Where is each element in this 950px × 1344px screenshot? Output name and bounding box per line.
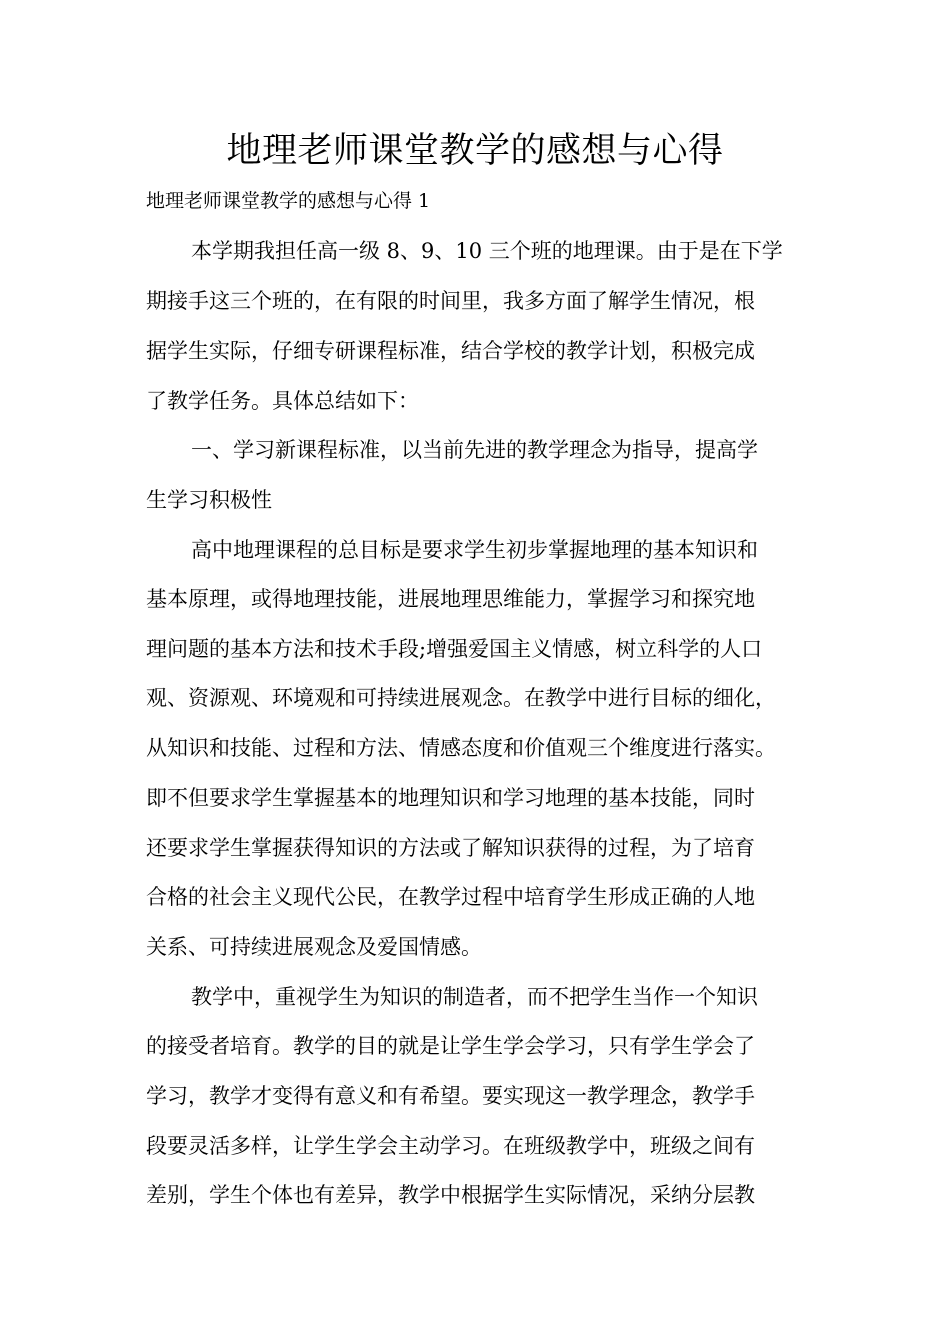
paragraph-line: 差别，学生个体也有差异，教学中根据学生实际情况，采纳分层教: [146, 1183, 755, 1207]
paragraph-line: 理问题的基本方法和技术手段;增强爱国主义情感，树立科学的人口: [146, 637, 763, 661]
paragraph-line: 了教学任务。具体总结如下：: [146, 389, 419, 413]
paragraph-line: 观、资源观、环境观和可持续进展观念。在教学中进行目标的细化，: [146, 686, 776, 710]
paragraph-line: 据学生实际，仔细专研课程标准，结合学校的教学计划，积极完成: [146, 339, 755, 363]
section-subtitle: 地理老师课堂教学的感想与心得 1: [146, 190, 431, 212]
document-title: 地理老师课堂教学的感想与心得: [226, 131, 724, 171]
paragraph-line: 合格的社会主义现代公民，在教学过程中培育学生形成正确的人地: [146, 885, 755, 909]
paragraph-line: 基本原理，或得地理技能，进展地理思维能力，掌握学习和探究地: [146, 587, 755, 611]
paragraph-line: 期接手这三个班的，在有限的时间里，我多方面了解学生情况，根: [146, 289, 755, 313]
paragraph-line: 的接受者培育。教学的目的就是让学生学会学习，只有学生学会了: [146, 1034, 755, 1058]
paragraph-line: 高中地理课程的总目标是要求学生初步掌握地理的基本知识和: [191, 538, 758, 562]
paragraph-line: 从知识和技能、过程和方法、情感态度和价值观三个维度进行落实。: [146, 736, 776, 760]
paragraph-line: 关系、可持续进展观念及爱国情感。: [146, 935, 482, 959]
paragraph-line: 本学期我担任高一级 8、9、10 三个班的地理课。由于是在下学: [191, 239, 783, 263]
paragraph-line: 还要求学生掌握获得知识的方法或了解知识获得的过程，为了培育: [146, 836, 755, 860]
paragraph-line: 一、学习新课程标准，以当前先进的教学理念为指导，提高学: [191, 438, 758, 462]
paragraph-line: 学习，教学才变得有意义和有希望。要实现这一教学理念，教学手: [146, 1084, 755, 1108]
paragraph-line: 生学习积极性: [146, 488, 272, 512]
paragraph-line: 段要灵活多样，让学生学会主动学习。在班级教学中，班级之间有: [146, 1134, 755, 1158]
paragraph-line: 即不但要求学生掌握基本的地理知识和学习地理的基本技能，同时: [146, 786, 755, 810]
paragraph-line: 教学中，重视学生为知识的制造者，而不把学生当作一个知识: [191, 985, 758, 1009]
